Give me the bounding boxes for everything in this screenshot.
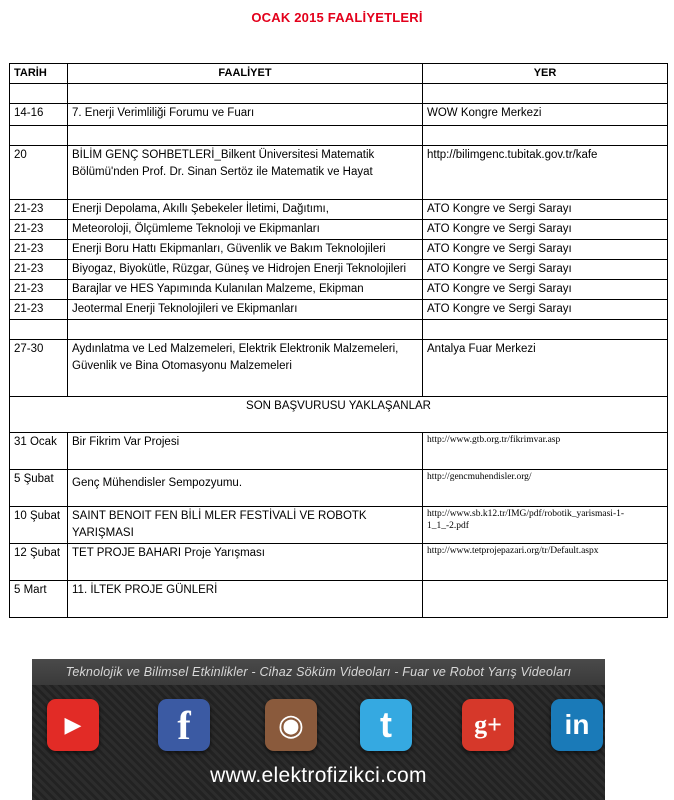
event-date: 27-30 xyxy=(10,340,68,397)
banner-url[interactable]: www.elektrofizikci.com xyxy=(210,764,427,787)
table-row xyxy=(10,146,668,200)
table-row xyxy=(10,220,668,240)
deadline-activity: 11. İLTEK PROJE GÜNLERİ xyxy=(68,581,423,618)
deadline-row xyxy=(10,507,668,544)
event-activity: BİLİM GENÇ SOHBETLERİ_Bilkent Üniversitesi Matematik Bölümü'nden Prof. Dr. Sinan Sertöz ile Matematik ve Hayat xyxy=(68,146,423,200)
event-place-link[interactable]: http://bilimgenc.tubitak.gov.tr/kafe xyxy=(423,146,668,200)
event-place: ATO Kongre ve Sergi Sarayı xyxy=(423,220,668,240)
header-activity: FAALİYET xyxy=(68,64,423,84)
event-date: 21-23 xyxy=(10,300,68,320)
header-date: TARİH xyxy=(10,64,68,84)
deadline-date: 12 Şubat xyxy=(10,544,68,581)
deadline-row xyxy=(10,470,668,507)
youtube-icon[interactable]: ▶ xyxy=(47,699,99,751)
deadline-activity: Genç Mühendisler Sempozyumu. xyxy=(68,470,423,507)
deadline-date: 10 Şubat xyxy=(10,507,68,544)
deadline-date: 5 Şubat xyxy=(10,470,68,507)
table-row xyxy=(10,280,668,300)
event-date: 21-23 xyxy=(10,200,68,220)
deadline-link xyxy=(423,581,668,618)
event-date: 20 xyxy=(10,146,68,200)
event-place: ATO Kongre ve Sergi Sarayı xyxy=(423,280,668,300)
event-date: 21-23 xyxy=(10,260,68,280)
linkedin-icon[interactable]: in xyxy=(551,699,603,751)
table-row xyxy=(10,200,668,220)
event-place: ATO Kongre ve Sergi Sarayı xyxy=(423,200,668,220)
event-activity: Biyogaz, Biyokütle, Rüzgar, Güneş ve Hidrojen Enerji Teknolojileri xyxy=(68,260,423,280)
deadline-activity: SAINT BENOIT FEN BİLİ MLER FESTİVALİ VE ROBOTK YARIŞMASI xyxy=(68,507,423,544)
banner-tagline: Teknolojik ve Bilimsel Etkinlikler - Cihaz Söküm Videoları - Fuar ve Robot Yarış Videoları xyxy=(32,659,605,685)
promo-banner[interactable] xyxy=(32,659,605,800)
empty-row xyxy=(10,126,668,146)
deadline-row xyxy=(10,544,668,581)
section-row xyxy=(10,397,668,433)
event-date: 14-16 xyxy=(10,104,68,126)
deadline-row xyxy=(10,581,668,618)
event-activity: Jeotermal Enerji Teknolojileri ve Ekipmanları xyxy=(68,300,423,320)
event-place: ATO Kongre ve Sergi Sarayı xyxy=(423,240,668,260)
event-activity: Barajlar ve HES Yapımında Kulanılan Malzeme, Ekipman xyxy=(68,280,423,300)
deadline-link[interactable]: http://gencmuhendisler.org/ xyxy=(423,470,668,507)
empty-row xyxy=(10,320,668,340)
event-date: 21-23 xyxy=(10,240,68,260)
section-title: SON BAŞVURUSU YAKLAŞANLAR xyxy=(10,397,668,433)
table-row xyxy=(10,260,668,280)
deadline-link[interactable]: http://www.tetprojepazari.org/tr/Default.aspx xyxy=(423,544,668,581)
page-title: OCAK 2015 FAALİYETLERİ xyxy=(251,10,423,25)
header-place: YER xyxy=(423,64,668,84)
event-place: Antalya Fuar Merkezi xyxy=(423,340,668,397)
event-activity: Aydınlatma ve Led Malzemeleri, Elektrik Elektronik Malzemeleri, Güvenlik ve Bina Otomasyonu Malzemeleri xyxy=(68,340,423,397)
event-place: WOW Kongre Merkezi xyxy=(423,104,668,126)
table-row xyxy=(10,340,668,397)
table-row xyxy=(10,240,668,260)
instagram-icon[interactable]: ◉ xyxy=(265,699,317,751)
deadline-date: 31 Ocak xyxy=(10,433,68,470)
deadline-activity: Bir Fikrim Var Projesi xyxy=(68,433,423,470)
twitter-icon[interactable]: t xyxy=(360,699,412,751)
deadline-activity: TET PROJE BAHARI Proje Yarışması xyxy=(68,544,423,581)
event-date: 21-23 xyxy=(10,280,68,300)
empty-row xyxy=(10,84,668,104)
event-date: 21-23 xyxy=(10,220,68,240)
deadline-link[interactable]: http://www.sb.k12.tr/IMG/pdf/robotik_yarismasi-1-1_1_-2.pdf xyxy=(423,507,668,544)
facebook-icon[interactable]: f xyxy=(158,699,210,751)
deadline-row xyxy=(10,433,668,470)
event-activity: Meteoroloji, Ölçümleme Teknoloji ve Ekipmanları xyxy=(68,220,423,240)
deadline-date: 5 Mart xyxy=(10,581,68,618)
event-activity: 7. Enerji Verimliliği Forumu ve Fuarı xyxy=(68,104,423,126)
table-header-row xyxy=(10,64,668,84)
table-row xyxy=(10,300,668,320)
event-place: ATO Kongre ve Sergi Sarayı xyxy=(423,300,668,320)
event-activity: Enerji Boru Hattı Ekipmanları, Güvenlik ve Bakım Teknolojileri xyxy=(68,240,423,260)
google-plus-icon[interactable]: g+ xyxy=(462,699,514,751)
activities-table xyxy=(9,63,668,618)
deadline-link[interactable]: http://www.gtb.org.tr/fikrimvar.asp xyxy=(423,433,668,470)
event-activity: Enerji Depolama, Akıllı Şebekeler İletimi, Dağıtımı, xyxy=(68,200,423,220)
event-place: ATO Kongre ve Sergi Sarayı xyxy=(423,260,668,280)
table-row xyxy=(10,104,668,126)
social-icons xyxy=(32,699,605,759)
